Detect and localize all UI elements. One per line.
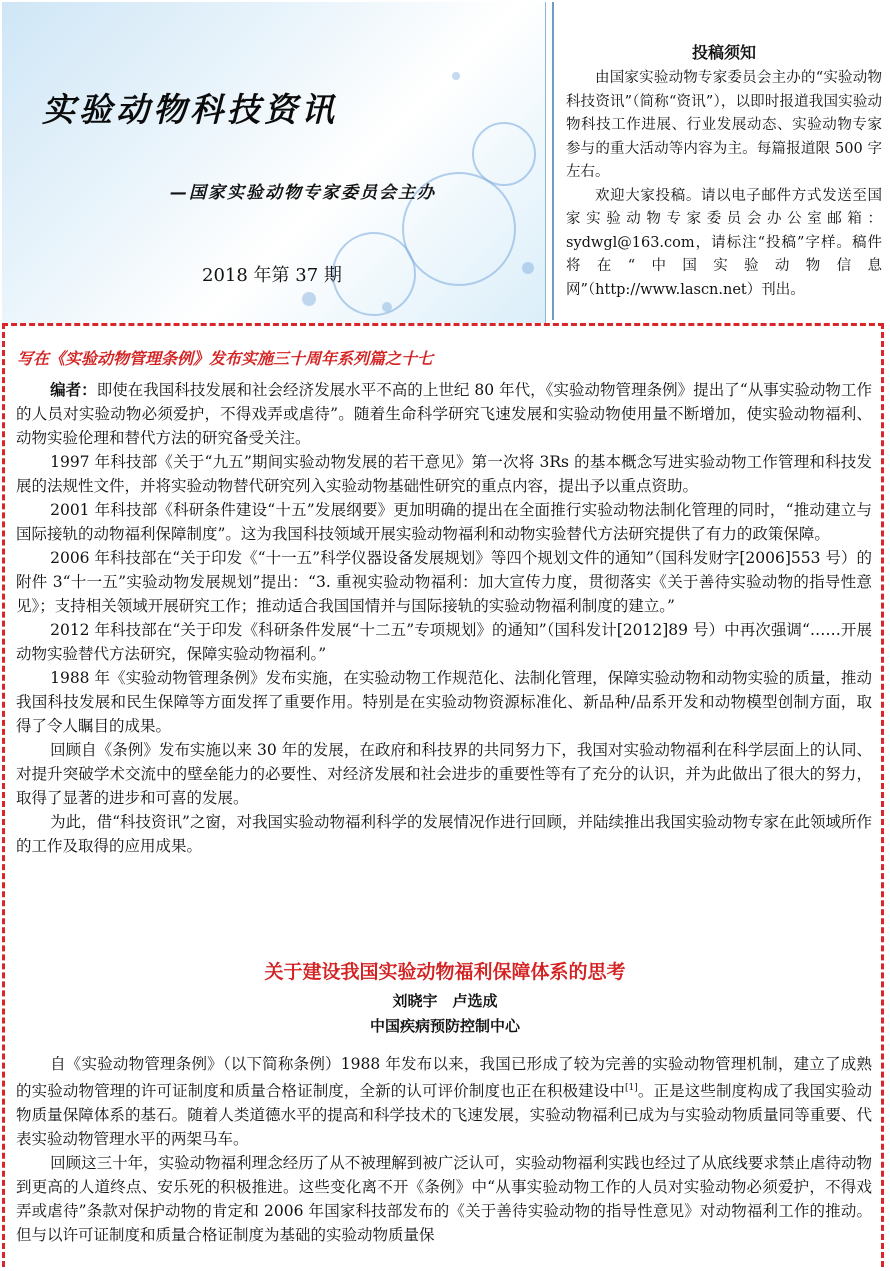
citation-ref[interactable]: [1] — [625, 1083, 638, 1093]
editor-paragraph — [16, 378, 872, 450]
notice-paragraph: 欢迎大家投稿。请以电子邮件方式发送至国家实验动物专家委员会办公室邮箱：sydwgl@163.com，请标注“投稿”字样。稿件将在“中国实验动物信息网”（http://www.lascn.net）刊出。 — [566, 187, 882, 298]
article-text: 。正是这些制度构成了我国实验动物质量保障体系的基石。随着人类道德水平的提高和科学技术的飞速发展，实验动物福利已成为与实验动物质量同等重要、代表实验动物管理水平的两架马车。 — [16, 1082, 872, 1149]
submission-notice — [552, 2, 882, 320]
decorative-dot — [382, 302, 392, 312]
issue-number: 2018 年第 37 期 — [202, 265, 342, 286]
decorative-dot — [302, 292, 316, 306]
article-authors: 刘晓宇 卢选成 — [392, 992, 498, 1010]
magazine-subtitle: —国家实验动物专家委员会主办 — [170, 183, 436, 203]
magazine-title: 实验动物科技资讯 — [42, 90, 338, 129]
series-title: 写在《实验动物管理条例》发布实施三十周年系列篇之十七 — [17, 349, 434, 368]
masthead-banner — [2, 2, 546, 323]
notice-paragraph: 由国家实验动物专家委员会主办的“实验动物科技资讯”（简称“资讯”），以即时报道我国实验动物科技工作进展、行业发展动态、实验动物专家参与的重大活动等内容为主。每篇报道限 500 字左右。 — [566, 70, 882, 180]
editor-paragraph: 回顾自《条例》发布实施以来 30 年的发展，在政府和科技界的共同努力下，我国对实验动物福利在科学层面上的认同、对提升突破学术交流中的壁垒能力的必要性、对经济发展和社会进步的重要性等有了充分的认识，并为此做出了很大的努力，取得了显著的进步和可喜的发展。 — [16, 741, 872, 807]
article-paragraph — [16, 1052, 872, 1151]
editor-paragraph: 1997 年科技部《关于“九五”期间实验动物发展的若干意见》第一次将 3Rs 的基本概念写进实验动物工作管理和科技发展的法规性文件，并将实验动物替代研究列入实验动物基础性研究的重点内容，提出予以重点资助。 — [16, 453, 872, 495]
article-title: 关于建设我国实验动物福利保障体系的思考 — [264, 961, 626, 983]
editor-paragraph: 2001 年科技部《科研条件建设“十五”发展纲要》更加明确的提出在全面推行实验动物法制化管理的同时，“推动建立与国际接轨的动物福利保障制度”。这为我国科技领域开展实验动物福利和动物实验替代方法研究提供了有力的政策保障。 — [16, 501, 872, 543]
masthead — [0, 0, 890, 325]
article-text: 自《实验动物管理条例》（以下简称条例）1988 年发布以来，我国已形成了较为完善的实验动物管理机制，建立了成熟的实验动物管理的许可证制度和质量合格证制度，全新的认可评价制度也正在积极建设中 — [16, 1055, 872, 1101]
editor-paragraph: 2006 年科技部在“关于印发《“十一五”科学仪器设备发展规划》等四个规划文件的通知”（国科发财字[2006]553 号）的附件 3“十一五”实验动物发展规划”提出：“3. 重视实验动物福利：加大宣传力度，贯彻落实《关于善待实验动物的指导性意见》；支持相关领域开展研究工作；推动适合我国国情并与国际接轨的实验动物福利制度的建立。” — [16, 549, 872, 615]
editor-paragraph: 1988 年《实验动物管理条例》发布实施，在实验动物工作规范化、法制化管理，保障实验动物和动物实验的质量，推动我国科技发展和民生保障等方面发挥了重要作用。特别是在实验动物资源标准化、新品种/品系开发和动物模型创制方面，取得了令人瞩目的成果。 — [16, 669, 872, 735]
editor-text: 即使在我国科技发展和社会经济发展水平不高的上世纪 80 年代，《实验动物管理条例》提出了“从事实验动物工作的人员对实验动物必须爱护，不得戏弄或虐待”。随着生命科学研究飞速发展和实验动物使用量不断增加，使实验动物福利、动物实验伦理和替代方法的研究备受关注。 — [16, 381, 872, 447]
article-body — [16, 1052, 872, 1247]
article-affiliation: 中国疾病预防控制中心 — [369, 1017, 520, 1035]
editor-note — [16, 378, 872, 858]
decorative-flower — [332, 232, 416, 316]
editor-label: 编者： — [50, 380, 97, 399]
notice-title: 投稿须知 — [691, 43, 756, 62]
decorative-flower — [472, 122, 536, 186]
editor-paragraph: 2012 年科技部在“关于印发《科研条件发展“十二五”专项规划》的通知”（国科发计[2012]89 号）中再次强调“……开展动物实验替代方法研究，保障实验动物福利。” — [16, 621, 872, 663]
article-paragraph: 回顾这三十年，实验动物福利理念经历了从不被理解到被广泛认可，实验动物福利实践也经过了从底线要求禁止虐待动物到更高的人道终点、安乐死的积极推进。这些变化离不开《条例》中“从事实验动物工作的人员对实验动物必须爱护，不得戏弄或虐待”条款对保护动物的肯定和 2006 年国家科技部发布的《关于善待实验动物的指导性意见》对动物福利工作的推动。但与以许可证制度和质量合格证制度为基础的实验动物质量保 — [16, 1154, 872, 1245]
editor-paragraph: 为此，借“科技资讯”之窗，对我国实验动物福利科学的发展情况作进行回顾，并陆续推出我国实验动物专家在此领域所作的工作及取得的应用成果。 — [16, 813, 872, 855]
decorative-dot — [522, 262, 534, 274]
decorative-dot — [452, 72, 460, 80]
